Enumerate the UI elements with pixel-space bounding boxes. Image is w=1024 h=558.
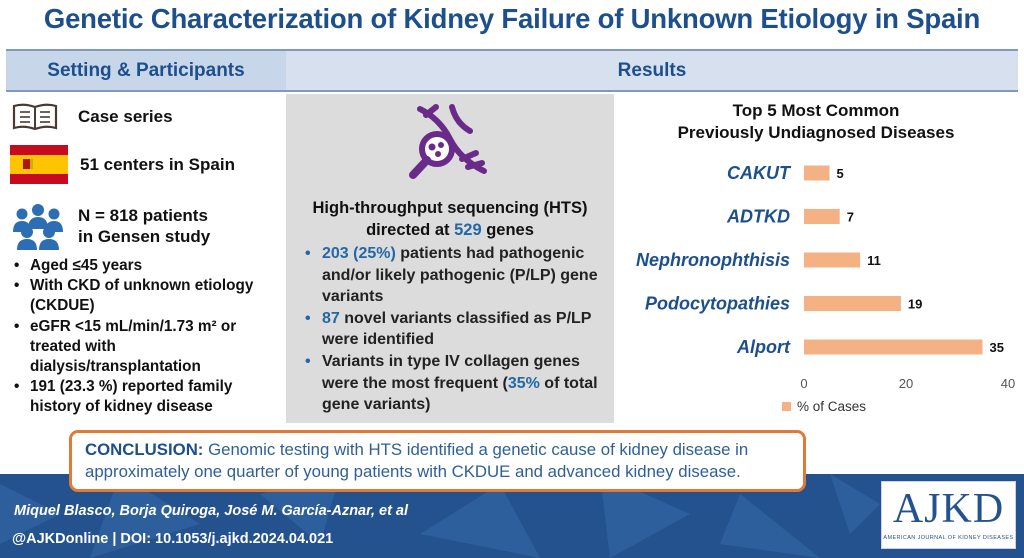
criteria-item: • 191 (23.3 %) reported family history of kidney disease [14, 377, 286, 417]
finding-item [305, 308, 610, 351]
criteria-item: • With CKD of unknown etiology (CKDUE) [14, 276, 286, 316]
disease-bar-chart [616, 150, 1024, 422]
patients-row [10, 200, 210, 250]
finding-item [305, 243, 610, 308]
finding-text: patients had pathogenic and/or likely pathogenic (P/LP) gene variants [322, 245, 598, 306]
finding-highlight: 87 [322, 309, 340, 327]
x-tick-label: 40 [1000, 376, 1016, 391]
logo-text: AJKD [892, 486, 1005, 532]
participant-criteria-list [14, 256, 286, 418]
design-row [10, 102, 173, 132]
results-header: Results [286, 49, 1018, 92]
category-label: Nephronophthisis [636, 250, 790, 270]
legend-label: % of Cases [797, 399, 867, 414]
finding-highlight: 35% [507, 374, 540, 392]
finding-item [305, 351, 610, 416]
criteria-item: • eGFR <15 mL/min/1.73 m² or treated with dialysis/transplantation [14, 317, 286, 378]
setting-header: Setting & Participants [6, 49, 286, 92]
finding-text: of total gene variants) [322, 374, 598, 414]
authors: Miquel Blasco, Borja Quiroga, José M. García-Aznar, et al [14, 503, 409, 519]
book-icon [10, 102, 60, 132]
conclusion-box [69, 430, 806, 492]
hts-findings-list [305, 243, 610, 416]
bar-podocytopathies [804, 296, 901, 311]
category-label: ADTKD [727, 206, 790, 227]
category-label: CAKUT [727, 163, 790, 183]
patients-study: in Gensen study [78, 227, 211, 246]
bar-nephronophthisis [804, 253, 860, 268]
finding-highlight: 203 (25%) [322, 245, 396, 262]
bar-adtkd [804, 209, 840, 224]
chart-title-line: Previously Undiagnosed Diseases [677, 123, 955, 142]
bar-alport [804, 340, 983, 355]
hts-title [290, 197, 610, 241]
centers-row [10, 145, 235, 184]
chart-title-line: Top 5 Most Common [732, 101, 900, 120]
data-label: 19 [907, 296, 923, 312]
x-tick-label: 0 [800, 376, 808, 391]
dna-magnifier-icon [400, 101, 492, 189]
design-label: Case series [78, 107, 173, 126]
data-label: 7 [846, 209, 854, 225]
people-icon [10, 202, 66, 250]
ajkd-logo [881, 481, 1016, 549]
category-label: Podocytopathies [644, 293, 790, 314]
conclusion-text: Genomic testing with HTS identified a genetic cause of kidney disease in approximately one quarter of young patients with CKDUE and advanced kidney disease. [85, 440, 749, 481]
legend-swatch [782, 402, 791, 411]
finding-text: novel variants classified as P/LP were identified [322, 309, 592, 349]
page-title: Genetic Characterization of Kidney Failure of Unknown Etiology in Spain [43, 3, 981, 34]
genes-count: 529 [454, 221, 482, 239]
chart-title [630, 100, 1002, 144]
doi-citation[interactable]: @AJKDonline | DOI: 10.1053/j.ajkd.2024.04.021 [12, 531, 334, 547]
bar-cakut [804, 166, 830, 181]
data-label: 5 [836, 166, 844, 181]
data-label: 11 [867, 253, 881, 268]
patients-count: N = 818 patients [78, 206, 208, 225]
x-tick-label: 20 [898, 376, 914, 391]
criteria-item: • Aged ≤45 years [14, 256, 286, 276]
hts-title-suffix: genes [481, 221, 534, 239]
category-label: Alport [737, 337, 790, 357]
data-label: 35 [989, 340, 1004, 355]
centers-label: 51 centers in Spain [80, 154, 235, 174]
logo-subtitle: AMERICAN JOURNAL OF KIDNEY DISEASES [883, 535, 1014, 541]
conclusion-label: CONCLUSION: [85, 440, 204, 459]
spain-flag-icon [10, 145, 68, 184]
finding-text: Variants in type IV collagen genes were the most frequent ( [322, 352, 580, 392]
hts-title-text: High-throughput sequencing (HTS) directed at [312, 199, 588, 239]
